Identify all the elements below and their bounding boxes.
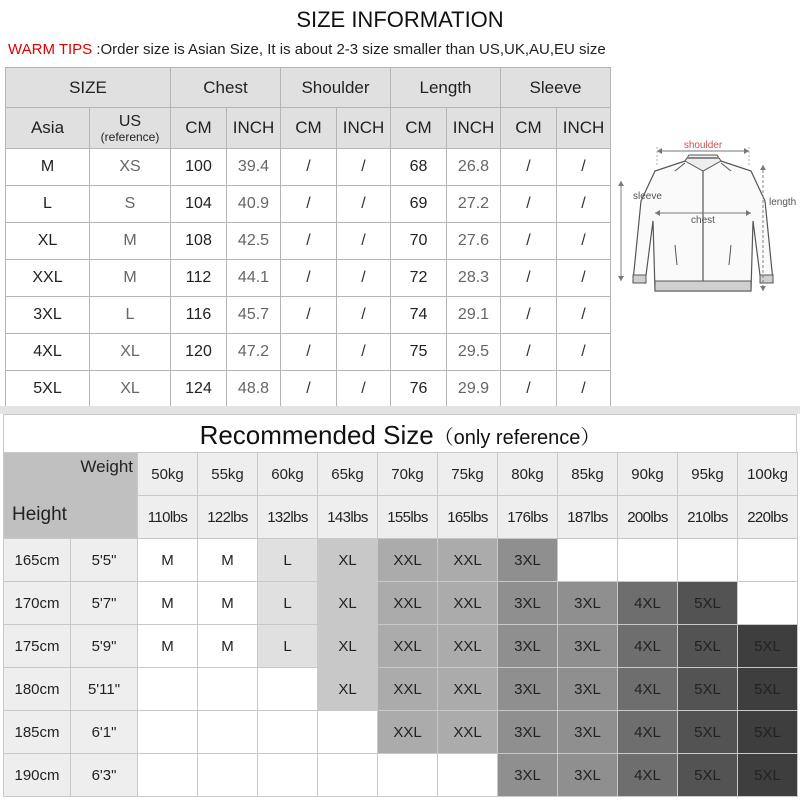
- height-row-175cm: [4, 625, 798, 668]
- header-us-label: US: [118, 112, 142, 130]
- empty-cell: [678, 539, 738, 582]
- size-cell-shoulder-in: /: [337, 223, 391, 260]
- size-cell-us: XS: [90, 149, 171, 186]
- weight-label: Weight: [80, 457, 133, 476]
- recommended-size-cell: 3XL: [558, 711, 618, 754]
- recommended-size-cell: XXL: [378, 582, 438, 625]
- diagram-label-shoulder: shoulder: [683, 140, 723, 151]
- header-length-cm: CM: [391, 108, 447, 149]
- weight-lbs-header: 187lbs: [558, 496, 618, 539]
- weight-lbs-header: 110lbs: [138, 496, 198, 539]
- size-cell-length-in: 29.1: [447, 297, 501, 334]
- recommended-size-cell: 5XL: [678, 668, 738, 711]
- height-cm: 170cm: [4, 582, 71, 625]
- size-row-l: [6, 186, 611, 223]
- recommended-size-table: [3, 452, 798, 797]
- recommended-size-cell: 3XL: [498, 582, 558, 625]
- header-chest-inch: INCH: [227, 108, 281, 149]
- size-cell-chest-in: 44.1: [227, 260, 281, 297]
- recommended-size-cell: 4XL: [618, 754, 678, 797]
- recommended-size-cell: M: [138, 625, 198, 668]
- weight-lbs-header: 220lbs: [738, 496, 798, 539]
- size-cell-shoulder-cm: /: [281, 223, 337, 260]
- weight-height-corner: [4, 453, 138, 539]
- recommended-size-cell: XL: [318, 539, 378, 582]
- empty-cell: [558, 539, 618, 582]
- size-cell-length-cm: 69: [391, 186, 447, 223]
- height-cm: 180cm: [4, 668, 71, 711]
- empty-cell: [618, 539, 678, 582]
- size-row-5xl: [6, 371, 611, 408]
- header-sleeve-inch: INCH: [557, 108, 611, 149]
- recommended-size-cell: XXL: [438, 539, 498, 582]
- size-row-4xl: [6, 334, 611, 371]
- size-cell-sleeve-in: /: [557, 223, 611, 260]
- size-cell-length-in: 27.2: [447, 186, 501, 223]
- size-cell-sleeve-in: /: [557, 297, 611, 334]
- size-chart-table: [5, 67, 611, 408]
- weight-lbs-header: 200lbs: [618, 496, 678, 539]
- size-cell-asia: M: [6, 149, 90, 186]
- size-cell-shoulder-in: /: [337, 297, 391, 334]
- size-cell-sleeve-in: /: [557, 260, 611, 297]
- header-length: Length: [391, 68, 501, 108]
- height-ft: 5'5": [71, 539, 138, 582]
- size-cell-sleeve-cm: /: [501, 260, 557, 297]
- recommended-size-cell: XXL: [438, 625, 498, 668]
- size-cell-shoulder-cm: /: [281, 334, 337, 371]
- size-cell-length-cm: 74: [391, 297, 447, 334]
- header-chest: Chest: [171, 68, 281, 108]
- empty-cell: [258, 754, 318, 797]
- empty-cell: [138, 668, 198, 711]
- recommended-size-cell: M: [138, 539, 198, 582]
- size-cell-shoulder-cm: /: [281, 371, 337, 408]
- empty-cell: [318, 711, 378, 754]
- recommended-size-cell: 3XL: [558, 582, 618, 625]
- size-cell-us: S: [90, 186, 171, 223]
- header-shoulder-cm: CM: [281, 108, 337, 149]
- recommended-size-title: [3, 414, 797, 452]
- size-cell-asia: 3XL: [6, 297, 90, 334]
- recommended-size-cell: 5XL: [678, 582, 738, 625]
- height-row-180cm: [4, 668, 798, 711]
- size-cell-shoulder-in: /: [337, 186, 391, 223]
- size-cell-us: XL: [90, 371, 171, 408]
- recommended-size-cell: 3XL: [498, 754, 558, 797]
- recommended-size-cell: 4XL: [618, 668, 678, 711]
- weight-kg-header: 60kg: [258, 453, 318, 496]
- size-cell-chest-in: 45.7: [227, 297, 281, 334]
- recommended-size-cell: XL: [318, 668, 378, 711]
- size-cell-chest-cm: 104: [171, 186, 227, 223]
- empty-cell: [138, 711, 198, 754]
- empty-cell: [258, 711, 318, 754]
- recommended-size-cell: L: [258, 582, 318, 625]
- jacket-measurement-diagram: [610, 67, 796, 405]
- size-cell-sleeve-cm: /: [501, 186, 557, 223]
- weight-kg-header: 70kg: [378, 453, 438, 496]
- recommended-size-cell: 3XL: [558, 754, 618, 797]
- height-cm: 185cm: [4, 711, 71, 754]
- recommended-size-cell: XL: [318, 625, 378, 668]
- weight-kg-header: 75kg: [438, 453, 498, 496]
- recommended-size-cell: XXL: [438, 711, 498, 754]
- size-cell-chest-cm: 112: [171, 260, 227, 297]
- recommended-size-cell: XXL: [378, 711, 438, 754]
- weight-lbs-header: 210lbs: [678, 496, 738, 539]
- size-information-title: SIZE INFORMATION: [296, 7, 504, 32]
- size-cell-chest-cm: 116: [171, 297, 227, 334]
- size-cell-asia: 4XL: [6, 334, 90, 371]
- recommended-size-cell: 5XL: [678, 711, 738, 754]
- size-cell-shoulder-in: /: [337, 334, 391, 371]
- height-ft: 6'1": [71, 711, 138, 754]
- size-cell-chest-cm: 120: [171, 334, 227, 371]
- size-cell-chest-in: 42.5: [227, 223, 281, 260]
- size-cell-sleeve-in: /: [557, 186, 611, 223]
- size-cell-sleeve-cm: /: [501, 334, 557, 371]
- size-cell-length-in: 26.8: [447, 149, 501, 186]
- recommended-size-cell: XXL: [438, 582, 498, 625]
- empty-cell: [198, 711, 258, 754]
- recommended-size-cell: L: [258, 625, 318, 668]
- recommended-size-cell: XXL: [378, 668, 438, 711]
- header-asia: Asia: [6, 108, 90, 149]
- empty-cell: [318, 754, 378, 797]
- height-row-165cm: [4, 539, 798, 582]
- height-cm: 190cm: [4, 754, 71, 797]
- section-divider: [0, 406, 800, 414]
- height-ft: 5'7": [71, 582, 138, 625]
- height-label: Height: [12, 504, 67, 525]
- recommended-size-cell: 5XL: [738, 711, 798, 754]
- recommended-size-cell: M: [198, 582, 258, 625]
- weight-lbs-header: 132lbs: [258, 496, 318, 539]
- size-cell-us: XL: [90, 334, 171, 371]
- recommended-size-cell: M: [198, 625, 258, 668]
- empty-cell: [438, 754, 498, 797]
- size-cell-asia: 5XL: [6, 371, 90, 408]
- empty-cell: [738, 539, 798, 582]
- recommended-size-cell: XXL: [438, 668, 498, 711]
- size-cell-shoulder-cm: /: [281, 149, 337, 186]
- weight-kg-header: 65kg: [318, 453, 378, 496]
- size-cell-us: M: [90, 260, 171, 297]
- height-row-185cm: [4, 711, 798, 754]
- size-cell-length-in: 27.6: [447, 223, 501, 260]
- size-cell-shoulder-cm: /: [281, 186, 337, 223]
- height-cm: 165cm: [4, 539, 71, 582]
- size-row-m: [6, 149, 611, 186]
- recommended-size-cell: 3XL: [498, 539, 558, 582]
- size-cell-chest-cm: 100: [171, 149, 227, 186]
- empty-cell: [378, 754, 438, 797]
- diagram-label-length: length: [769, 197, 797, 208]
- size-row-xxl: [6, 260, 611, 297]
- size-cell-asia: XXL: [6, 260, 90, 297]
- size-cell-length-cm: 76: [391, 371, 447, 408]
- recommended-size-cell: XL: [318, 582, 378, 625]
- diagram-label-sleeve: sleeve: [633, 191, 662, 202]
- recommended-size-cell: M: [198, 539, 258, 582]
- size-cell-shoulder-in: /: [337, 149, 391, 186]
- recommended-size-cell: 3XL: [498, 711, 558, 754]
- height-ft: 5'11": [71, 668, 138, 711]
- size-cell-sleeve-in: /: [557, 371, 611, 408]
- height-ft: 6'3": [71, 754, 138, 797]
- size-cell-sleeve-in: /: [557, 149, 611, 186]
- recommended-size-cell: L: [258, 539, 318, 582]
- empty-cell: [258, 668, 318, 711]
- size-cell-asia: XL: [6, 223, 90, 260]
- size-cell-length-in: 29.5: [447, 334, 501, 371]
- height-ft: 5'9": [71, 625, 138, 668]
- recommended-size-cell: 4XL: [618, 625, 678, 668]
- size-row-3xl: [6, 297, 611, 334]
- size-cell-shoulder-cm: /: [281, 260, 337, 297]
- empty-cell: [138, 754, 198, 797]
- recommended-size-cell: XXL: [378, 539, 438, 582]
- size-cell-chest-cm: 124: [171, 371, 227, 408]
- size-cell-length-cm: 68: [391, 149, 447, 186]
- diagram-label-chest: chest: [691, 215, 715, 226]
- recommended-size-cell: 3XL: [558, 668, 618, 711]
- size-cell-us: M: [90, 223, 171, 260]
- weight-lbs-header: 122lbs: [198, 496, 258, 539]
- weight-kg-header: 80kg: [498, 453, 558, 496]
- empty-cell: [198, 668, 258, 711]
- jacket-diagram-icon: [613, 140, 797, 331]
- size-cell-shoulder-in: /: [337, 260, 391, 297]
- size-cell-chest-in: 47.2: [227, 334, 281, 371]
- recommended-size-cell: 5XL: [678, 625, 738, 668]
- size-cell-sleeve-in: /: [557, 334, 611, 371]
- warm-tips: [8, 38, 798, 62]
- size-row-xl: [6, 223, 611, 260]
- recommended-size-cell: 5XL: [738, 668, 798, 711]
- header-us: [90, 108, 171, 149]
- weight-kg-header: 95kg: [678, 453, 738, 496]
- size-cell-sleeve-cm: /: [501, 149, 557, 186]
- recommended-size-cell: 3XL: [558, 625, 618, 668]
- recommended-size-cell: XXL: [378, 625, 438, 668]
- weight-kg-header: 85kg: [558, 453, 618, 496]
- recommended-size-cell: 4XL: [618, 711, 678, 754]
- weight-lbs-header: 176lbs: [498, 496, 558, 539]
- recommended-size-cell: 3XL: [498, 668, 558, 711]
- recommended-size-cell: 5XL: [738, 625, 798, 668]
- empty-cell: [738, 582, 798, 625]
- size-cell-shoulder-cm: /: [281, 297, 337, 334]
- size-cell-shoulder-in: /: [337, 371, 391, 408]
- warm-tips-text: :Order size is Asian Size, It is about 2-3 size smaller than US,UK,AU,EU size: [92, 41, 606, 58]
- recommended-size-cell: 5XL: [678, 754, 738, 797]
- weight-kg-header: 100kg: [738, 453, 798, 496]
- weight-lbs-header: 143lbs: [318, 496, 378, 539]
- height-cm: 175cm: [4, 625, 71, 668]
- recommended-size-cell: 5XL: [738, 754, 798, 797]
- size-cell-length-in: 28.3: [447, 260, 501, 297]
- size-cell-chest-in: 40.9: [227, 186, 281, 223]
- size-cell-us: L: [90, 297, 171, 334]
- header-size: SIZE: [6, 68, 171, 108]
- header-shoulder: Shoulder: [281, 68, 391, 108]
- size-cell-chest-in: 48.8: [227, 371, 281, 408]
- weight-kg-header: 50kg: [138, 453, 198, 496]
- height-row-190cm: [4, 754, 798, 797]
- size-cell-sleeve-cm: /: [501, 371, 557, 408]
- header-shoulder-inch: INCH: [337, 108, 391, 149]
- size-cell-sleeve-cm: /: [501, 223, 557, 260]
- size-cell-chest-in: 39.4: [227, 149, 281, 186]
- warm-tips-label: WARM TIPS: [8, 41, 93, 58]
- weight-lbs-header: 165lbs: [438, 496, 498, 539]
- header-us-note: (reference): [100, 129, 160, 144]
- weight-kg-header: 55kg: [198, 453, 258, 496]
- header-sleeve-cm: CM: [501, 108, 557, 149]
- size-cell-length-in: 29.9: [447, 371, 501, 408]
- recommended-size-cell: 4XL: [618, 582, 678, 625]
- size-cell-asia: L: [6, 186, 90, 223]
- recommended-title-main: Recommended Size: [199, 420, 434, 450]
- size-cell-chest-cm: 108: [171, 223, 227, 260]
- recommended-size-cell: 3XL: [498, 625, 558, 668]
- size-cell-sleeve-cm: /: [501, 297, 557, 334]
- weight-kg-header: 90kg: [618, 453, 678, 496]
- size-cell-length-cm: 70: [391, 223, 447, 260]
- recommended-size-cell: M: [138, 582, 198, 625]
- weight-lbs-header: 155lbs: [378, 496, 438, 539]
- header-sleeve: Sleeve: [501, 68, 611, 108]
- size-cell-length-cm: 75: [391, 334, 447, 371]
- header-length-inch: INCH: [447, 108, 501, 149]
- header-chest-cm: CM: [171, 108, 227, 149]
- recommended-title-sub: （only reference）: [433, 427, 601, 449]
- empty-cell: [198, 754, 258, 797]
- height-row-170cm: [4, 582, 798, 625]
- size-cell-length-cm: 72: [391, 260, 447, 297]
